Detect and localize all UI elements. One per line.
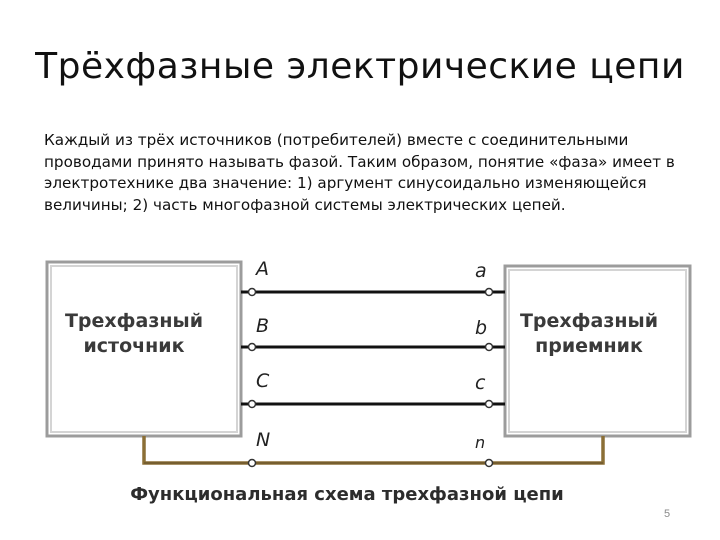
source-box-label-line1: Трехфазный [64, 310, 204, 332]
diagram-caption: Функциональная схема трехфазной цепи [130, 484, 564, 505]
terminal-receiver-b [486, 344, 493, 351]
wire-label-receiver-n: n [475, 433, 486, 452]
wire-b [241, 315, 505, 351]
wire-label-source-c: C [256, 370, 270, 392]
wire-c [241, 370, 505, 408]
receiver-box-label-line2: приемник [535, 335, 643, 357]
wire-label-receiver-c: c [475, 372, 486, 394]
body-paragraph: Каждый из трёх источников (потребителей) вместе с соединительными проводами принято называть фазой. Таким образом, понятие «фаза» имеет в электротехнике два значение: 1) аргумент синусоидально изменяющейся величины; 2) часть многофазной системы электрических цепей. [44, 131, 675, 214]
terminal-source-c [249, 401, 256, 408]
page-number: 5 [664, 508, 671, 520]
source-box [47, 262, 241, 436]
wire-a [241, 258, 505, 296]
terminal-receiver-n [486, 460, 493, 467]
source-box-label-line2: источник [83, 335, 185, 357]
terminal-source-b [249, 344, 256, 351]
wire-label-source-b: B [256, 315, 270, 337]
wire-label-receiver-b: b [475, 317, 488, 339]
wire-label-receiver-a: a [475, 260, 487, 282]
receiver-box [505, 266, 690, 436]
terminal-source-n [249, 460, 256, 467]
receiver-box-label-line1: Трехфазный [519, 310, 659, 332]
wire-label-source-a: A [256, 258, 269, 280]
terminal-receiver-c [486, 401, 493, 408]
wire-label-source-n: N [256, 429, 271, 451]
terminal-source-a [249, 289, 256, 296]
slide-title: Трёхфазные электрические цепи [35, 46, 685, 87]
terminal-receiver-a [486, 289, 493, 296]
